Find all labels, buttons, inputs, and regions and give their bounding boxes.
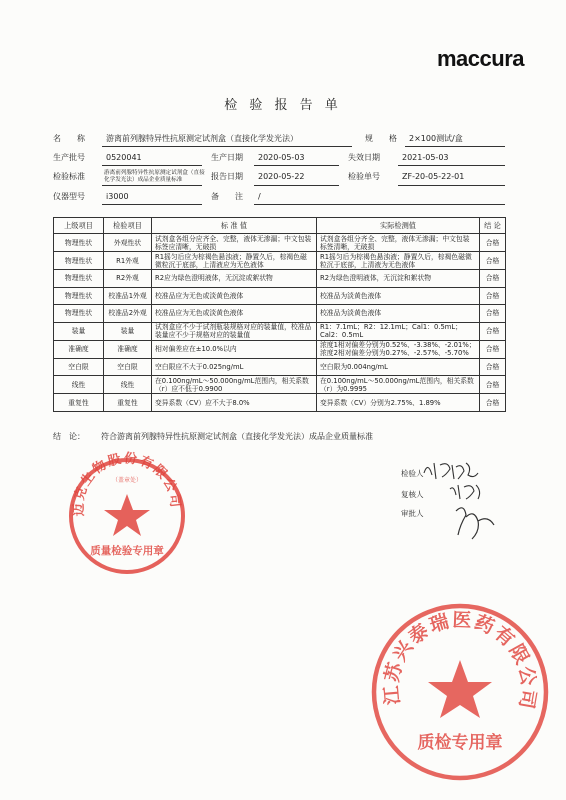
table-row xyxy=(54,394,506,412)
conclusion xyxy=(53,431,373,442)
row-parent: 物理性状 xyxy=(54,252,104,270)
quality-inspection-seal-right xyxy=(366,596,554,784)
row-actual: 空白限为0.004ng/mL xyxy=(317,358,480,376)
name-value: 游离前列腺特异性抗原测定试剂盒（直接化学发光法） xyxy=(106,134,298,143)
standard-value: 游离前列腺特异性抗原测定试剂盒（直接化学发光法）成品企业质量标准 xyxy=(104,170,205,183)
row-parent: 线性 xyxy=(54,376,104,394)
instrument-label: 仪器型号 xyxy=(53,192,85,201)
row-parent: 物理性状 xyxy=(54,270,104,288)
row-standard: 试剂盒各组分应齐全、完整，液体无渗漏；中文包装标签应清晰，无破损 xyxy=(152,234,317,252)
row-item: 校准品1外观 xyxy=(104,287,152,305)
report-title: 检 验 报 告 单 xyxy=(224,98,342,113)
row-item: 空白限 xyxy=(104,358,152,376)
row-parent: 空白限 xyxy=(54,358,104,376)
row-standard: 空白限应不大于0.025ng/mL xyxy=(152,358,317,376)
quality-inspection-seal-left xyxy=(62,448,192,578)
row-actual: R2为绿色澄明液体，无沉淀和絮状物 xyxy=(317,270,480,288)
row-actual: R1：7.1mL；R2：12.1mL；Cal1：0.5mL；Cal2：0.5mL xyxy=(317,322,480,340)
lot-value: 0520041 xyxy=(106,153,142,162)
results-table xyxy=(53,217,506,412)
row-result: 合格 xyxy=(480,305,506,323)
row-actual: R1摇匀后为棕褐色悬浊液；静置久后，棕褐色磁微粒沉于底部，上清液为无色液体 xyxy=(317,252,480,270)
row-item: 线性 xyxy=(104,376,152,394)
col-header-result: 结 论 xyxy=(480,218,506,234)
row-item: R2外观 xyxy=(104,270,152,288)
row-actual: 在0.100ng/mL～50.000ng/mL范围内，相关系数（r）为0.9995 xyxy=(317,376,480,394)
row-actual: 变异系数（CV）分别为2.75%、1.89% xyxy=(317,394,480,412)
row-result: 合格 xyxy=(480,287,506,305)
table-row xyxy=(54,376,506,394)
row-item: 准确度 xyxy=(104,340,152,358)
row-actual: 试剂盒各组分齐全、完整，液体无渗漏；中文包装标签清晰，无破损 xyxy=(317,234,480,252)
table-row xyxy=(54,358,506,376)
spec-label: 规 格 xyxy=(365,134,397,143)
approver-label: 审批人 xyxy=(401,509,424,518)
row-parent: 装量 xyxy=(54,322,104,340)
left-seal-company: 迈克生物股份有限公司 xyxy=(71,451,183,517)
conclusion-label: 结 论： xyxy=(53,432,85,441)
row-standard: 变异系数（CV）应不大于8.0% xyxy=(152,394,317,412)
table-row xyxy=(54,287,506,305)
instrument-value: i3000 xyxy=(106,192,129,201)
exp-date-value: 2021-05-03 xyxy=(402,153,449,162)
row-standard: 校准品应为无色或淡黄色液体 xyxy=(152,305,317,323)
report-date-label: 报告日期 xyxy=(211,172,243,181)
row-item: 外观性状 xyxy=(104,234,152,252)
conclusion-text: 符合游离前列腺特异性抗原测定试剂盒（直接化学发光法）成品企业质量标准 xyxy=(101,432,373,441)
row-item: R1外观 xyxy=(104,252,152,270)
row-actual: 浓度1相对偏差分别为0.52%、-3.38%、-2.01%；浓度2相对偏差分别为0.27%、-2.57%、-5.70% xyxy=(317,340,480,358)
row-standard: 在0.100ng/mL～50.000ng/mL范围内，相关系数（r）应不低于0.9900 xyxy=(152,376,317,394)
row-result: 合格 xyxy=(480,358,506,376)
row-standard: 试剂盒应不少于试剂瓶装规格对应的装量值，校准品装量应不少于规格对应的装量值 xyxy=(152,322,317,340)
table-row xyxy=(54,305,506,323)
col-header-standard: 标 准 值 xyxy=(152,218,317,234)
row-actual: 校准品为淡黄色液体 xyxy=(317,287,480,305)
row-item: 重复性 xyxy=(104,394,152,412)
name-label: 名 称 xyxy=(53,134,85,143)
row-result: 合格 xyxy=(480,394,506,412)
remark-value: / xyxy=(258,192,261,201)
handwritten-signatures xyxy=(420,455,520,550)
test-no-value: ZF-20-05-22-01 xyxy=(402,172,465,181)
col-header-actual: 实际检测值 xyxy=(317,218,480,234)
row-result: 合格 xyxy=(480,340,506,358)
report-date-value: 2020-05-22 xyxy=(258,172,305,181)
right-seal-company: 江苏兴泰瑞医药有限公司 xyxy=(380,609,540,713)
mfg-date-value: 2020-05-03 xyxy=(258,153,305,162)
row-result: 合格 xyxy=(480,322,506,340)
row-parent: 准确度 xyxy=(54,340,104,358)
exp-date-label: 失效日期 xyxy=(348,153,380,162)
table-header-row xyxy=(54,218,506,234)
row-parent: 物理性状 xyxy=(54,305,104,323)
row-actual: 校准品为淡黄色液体 xyxy=(317,305,480,323)
table-row xyxy=(54,252,506,270)
lot-label: 生产批号 xyxy=(53,153,85,162)
reviewer-label: 复核人 xyxy=(401,490,424,499)
row-parent: 物理性状 xyxy=(54,287,104,305)
row-result: 合格 xyxy=(480,270,506,288)
right-seal-purpose: 质检专用章 xyxy=(417,733,503,753)
table-row xyxy=(54,340,506,358)
standard-label: 检验标准 xyxy=(53,172,85,181)
inspector-label: 检验人 xyxy=(401,469,424,478)
col-header-item: 检验项目 xyxy=(104,218,152,234)
table-row xyxy=(54,234,506,252)
row-standard: 校准品应为无色或淡黄色液体 xyxy=(152,287,317,305)
left-seal-note: （盖章处） xyxy=(111,477,143,484)
row-result: 合格 xyxy=(480,234,506,252)
remark-label: 备 注 xyxy=(211,192,243,201)
col-header-parent: 上级项目 xyxy=(54,218,104,234)
row-result: 合格 xyxy=(480,376,506,394)
mfg-date-label: 生产日期 xyxy=(211,153,243,162)
table-row xyxy=(54,270,506,288)
row-standard: R1摇匀后应为棕褐色悬浊液；静置久后，棕褐色磁微粒沉于底部，上清液应为无色液体 xyxy=(152,252,317,270)
test-no-label: 检验单号 xyxy=(348,172,380,181)
spec-value: 2×100测试/盒 xyxy=(409,134,463,143)
left-seal-purpose: 质量检验专用章 xyxy=(90,545,164,557)
row-standard: R2应为绿色澄明液体，无沉淀或絮状物 xyxy=(152,270,317,288)
table-row xyxy=(54,322,506,340)
row-item: 校准品2外观 xyxy=(104,305,152,323)
row-result: 合格 xyxy=(480,252,506,270)
row-parent: 物理性状 xyxy=(54,234,104,252)
row-item: 装量 xyxy=(104,322,152,340)
company-logo: maccura xyxy=(436,46,524,71)
row-standard: 相对偏差应在±10.0%以内 xyxy=(152,340,317,358)
row-parent: 重复性 xyxy=(54,394,104,412)
